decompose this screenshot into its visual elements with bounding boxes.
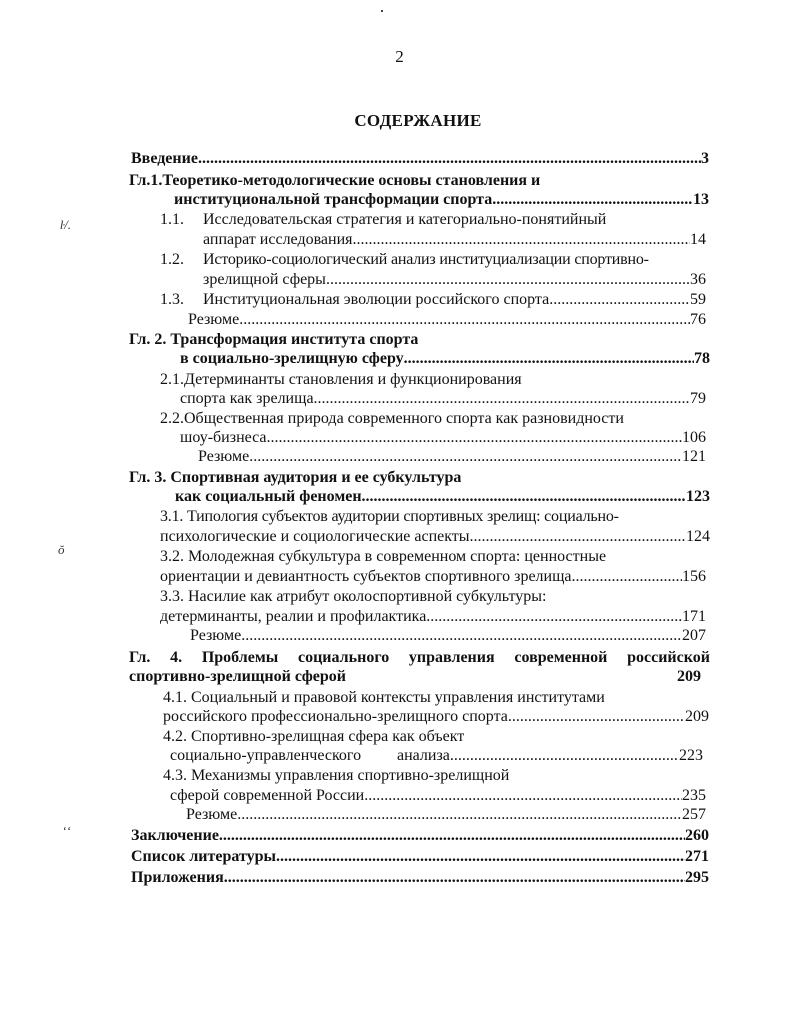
toc-page: 121	[682, 448, 706, 465]
leader-dots	[224, 868, 685, 888]
toc-page: 271	[685, 848, 709, 865]
toc-chapter-3[interactable]	[175, 487, 710, 507]
toc-section-4-3[interactable]	[170, 786, 706, 806]
toc-label: Резюме	[188, 311, 240, 328]
toc-label: детерминанты, реалии и профилактика	[160, 608, 427, 625]
heading-word: российской	[627, 649, 710, 666]
toc-section-2-2-title[interactable]: 2.2.Общественная природа современного спорта как разновидности	[160, 410, 624, 427]
toc-label: зрелищной сферы	[203, 271, 326, 288]
toc-label: Приложения	[131, 869, 224, 886]
toc-chapter-2-title[interactable]: Гл. 2. Трансформация института спорта	[129, 331, 419, 348]
leader-dots	[314, 389, 690, 409]
toc-page: 124	[686, 528, 710, 545]
leader-dots	[492, 190, 693, 210]
toc-label: социально-управленческого	[170, 747, 362, 764]
toc-page: 257	[682, 806, 706, 823]
toc-page: 3	[701, 150, 709, 167]
toc-page: 209	[677, 668, 701, 685]
margin-mark: ŏ	[58, 542, 65, 557]
toc-section-1-3[interactable]	[203, 290, 706, 310]
toc-label: психологические и социологические аспекты	[160, 528, 470, 545]
toc-chapter-4[interactable]	[129, 667, 707, 687]
toc-section-2-2[interactable]	[180, 428, 706, 448]
toc-section-3-3-title[interactable]: 3.3. Насилие как атрибут околоспортивной субкультуры:	[160, 588, 547, 605]
toc-section-4-2[interactable]	[397, 746, 703, 766]
leader-dots	[470, 527, 686, 547]
leader-dots	[249, 447, 682, 467]
toc-label: сферой современной России	[170, 787, 365, 804]
margin-mark: ŀ/.	[60, 217, 72, 232]
toc-resume-1[interactable]	[188, 310, 706, 330]
toc-section-1-1[interactable]	[203, 230, 706, 250]
leader-dots	[219, 826, 685, 846]
scan-speck	[381, 10, 383, 12]
toc-label: Список литературы	[131, 848, 276, 865]
leader-dots	[276, 847, 685, 867]
toc-section-4-1[interactable]	[163, 707, 709, 727]
toc-chapter-2[interactable]	[180, 349, 710, 369]
toc-page: 13	[693, 191, 709, 208]
toc-resume-2[interactable]	[198, 447, 706, 467]
toc-section-4-2-title[interactable]: 4.2. Спортивно-зрелищная сфера как объект	[163, 728, 465, 745]
toc-page: 14	[690, 231, 706, 248]
heading-word: Гл.	[129, 649, 151, 666]
toc-chapter-1-title[interactable]: Гл.1.Теоретико-методологические основы становления и	[129, 172, 541, 189]
page-number: 2	[395, 47, 404, 66]
toc-references[interactable]	[131, 847, 709, 867]
leader-dots	[426, 607, 682, 627]
toc-label: ориентации и девиантность субъектов спортивного зрелища	[160, 568, 572, 585]
heading-word: современной	[514, 649, 608, 666]
toc-section-3-2[interactable]	[160, 567, 706, 587]
leader-dots	[267, 428, 682, 448]
leader-dots	[362, 487, 686, 507]
leader-dots	[549, 290, 690, 310]
toc-label: Резюме	[190, 627, 242, 644]
toc-label: как социальный феномен	[175, 488, 362, 505]
leader-dots	[353, 230, 690, 250]
toc-page: 223	[679, 747, 703, 764]
toc-section-4-1-title[interactable]: 4.1. Социальный и правовой контексты управления институтами	[163, 689, 605, 706]
toc-page: 235	[682, 787, 706, 804]
toc-section-number: 1.1.	[160, 211, 184, 228]
toc-section-number: 1.3.	[160, 291, 184, 308]
leader-dots	[572, 567, 682, 587]
toc-section-1-2-title[interactable]: Историко-социологический анализ институциализации спортивно-	[203, 251, 649, 268]
heading-word: управления	[408, 649, 495, 666]
toc-page: 207	[682, 627, 706, 644]
toc-page: 59	[690, 291, 706, 308]
toc-label: в социально-зрелищную сферу	[180, 350, 404, 367]
toc-page: 156	[682, 568, 706, 585]
leader-dots	[508, 707, 685, 727]
toc-label: Институциональная эволюции российского спорта	[203, 291, 550, 308]
page-title: СОДЕРЖАНИЕ	[354, 111, 482, 130]
toc-section-3-1[interactable]	[160, 527, 710, 547]
toc-chapter-3-title[interactable]: Гл. 3. Спортивная аудитория и ее субкультура	[129, 469, 462, 486]
leader-dots	[326, 270, 690, 290]
leader-dots	[239, 310, 690, 330]
leader-dots	[364, 786, 682, 806]
toc-page: 79	[690, 390, 706, 407]
toc-page: 209	[685, 708, 709, 725]
toc-label: российского профессионально-зрелищного спорта	[163, 708, 508, 725]
toc-chapter-1[interactable]	[174, 190, 709, 210]
toc-page: 123	[686, 488, 710, 505]
leader-dots	[241, 626, 682, 646]
toc-section-3-3[interactable]	[160, 607, 706, 627]
toc-label: институциональной трансформации спорта	[174, 191, 493, 208]
toc-label: Заключение	[131, 827, 219, 844]
toc-page: 260	[685, 827, 709, 844]
toc-page: 76	[690, 311, 706, 328]
toc-conclusion[interactable]	[131, 826, 709, 846]
toc-section-1-1-title[interactable]: Исследовательская стратегия и категориально-понятийный	[203, 211, 607, 228]
margin-mark: ʻʻ	[62, 823, 71, 838]
leader-dots	[237, 805, 682, 825]
toc-page: 36	[690, 271, 706, 288]
toc-label: Введение	[131, 150, 198, 167]
toc-label: Резюме	[198, 448, 250, 465]
toc-section-3-1-title[interactable]: 3.1. Типология субъектов аудитории спортивных зрелищ: социально-	[160, 508, 619, 525]
toc-page: 295	[685, 869, 709, 886]
toc-section-2-1[interactable]	[180, 389, 706, 409]
toc-appendix[interactable]	[131, 868, 709, 888]
toc-resume-3[interactable]	[190, 626, 706, 646]
toc-label: шоу-бизнеса	[180, 429, 267, 446]
toc-chapter-4-title[interactable]	[129, 648, 710, 668]
heading-word: Проблемы	[201, 649, 279, 666]
toc-page: 106	[682, 429, 706, 446]
heading-word: социального	[297, 649, 390, 666]
leader-dots	[404, 349, 694, 369]
toc-section-3-2-title[interactable]: 3.2. Молодежная субкультура в современном спорта: ценностные	[160, 548, 607, 565]
toc-section-number: 1.2.	[160, 251, 184, 268]
toc-label: аппарат исследования	[203, 231, 353, 248]
leader-dots	[198, 149, 701, 169]
toc-page: 171	[682, 608, 706, 625]
toc-intro[interactable]	[131, 149, 709, 169]
toc-label: спорта как зрелища	[180, 390, 314, 407]
toc-section-2-1-title[interactable]: 2.1.Детерминанты становления и функционирования	[160, 371, 522, 388]
heading-word: 4.	[170, 649, 183, 666]
toc-label: анализа	[397, 747, 450, 764]
toc-label: спортивно-зрелищной сферой	[129, 668, 347, 685]
leader-dots	[450, 746, 679, 766]
toc-section-4-3-title[interactable]: 4.3. Механизмы управления спортивно-зрелищной	[163, 767, 510, 784]
toc-section-1-2[interactable]	[203, 270, 706, 290]
toc-page: 78	[694, 350, 710, 367]
toc-resume-4[interactable]	[186, 805, 706, 825]
toc-label: Резюме	[186, 806, 238, 823]
